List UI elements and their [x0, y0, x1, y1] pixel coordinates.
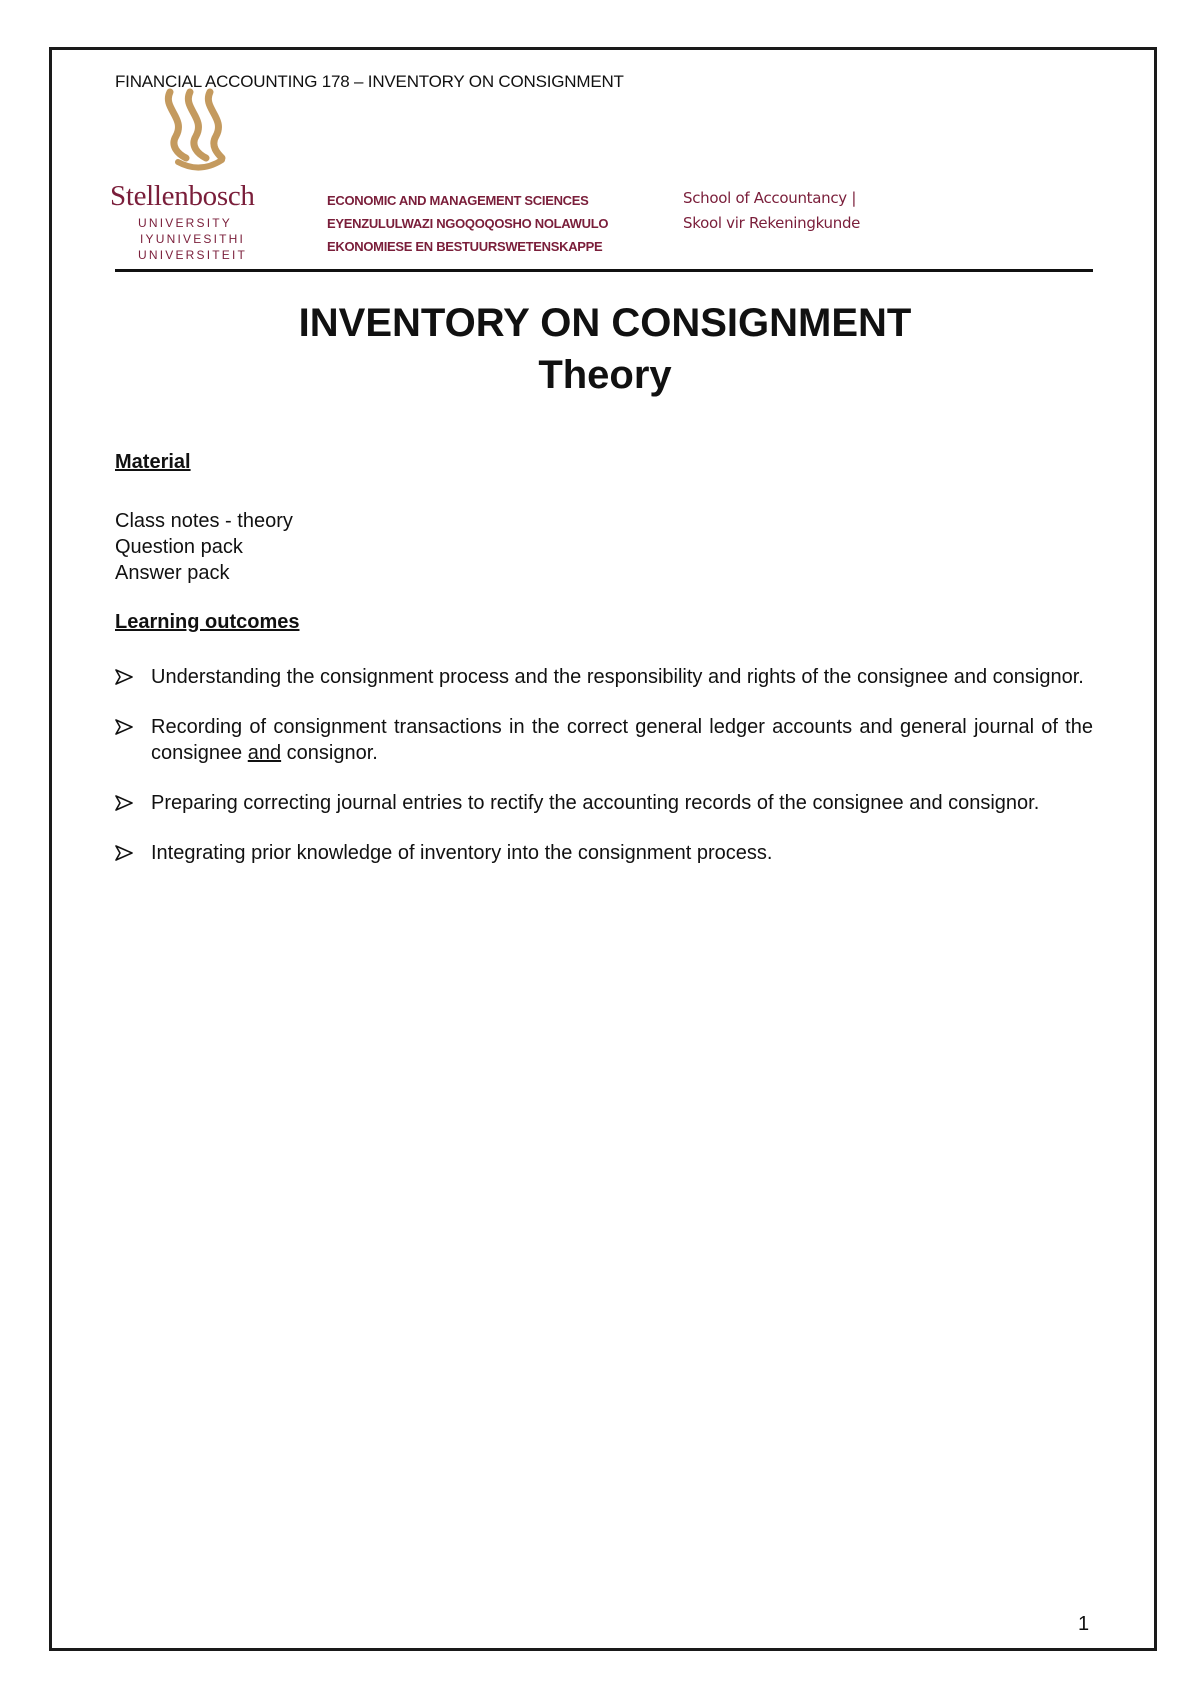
logo-subline: UNIVERSITY [138, 216, 233, 230]
material-list [115, 508, 293, 586]
running-header: FINANCIAL ACCOUNTING 178 – INVENTORY ON CONSIGNMENT [115, 72, 624, 91]
page-number: 1 [1078, 1613, 1090, 1635]
stellenbosch-crest-icon [160, 88, 230, 174]
outcome-item [115, 664, 1093, 690]
logo-wordmark: Stellenbosch [110, 180, 255, 212]
document-title: INVENTORY ON CONSIGNMENT [298, 301, 912, 345]
material-item: Question pack [115, 536, 243, 558]
logo-subline: UNIVERSITEIT [138, 248, 248, 262]
faculty-line: EKONOMIESE EN BESTUURSWETENSKAPPE [327, 239, 603, 254]
outcome-text: Understanding the consignment process and the responsibility and rights of the consignee and consignor. [151, 666, 1084, 688]
logo-subline: IYUNIVESITHI [140, 232, 246, 246]
school-name [683, 186, 860, 236]
outcome-text: Preparing correcting journal entries to rectify the accounting records of the consignee and consignor. [151, 792, 1040, 814]
outcome-text-part: consignor. [281, 742, 378, 764]
school-line: Skool vir Rekeningkunde [683, 214, 861, 232]
learning-outcomes-heading: Learning outcomes [115, 611, 300, 633]
outcome-text-part: Recording of consignment transactions in the correct general ledger accounts and general journal of the consignee [151, 716, 1093, 764]
arrowhead-bullet-icon [115, 669, 133, 685]
outcome-item [115, 714, 1093, 766]
learning-outcomes-list [115, 664, 1093, 890]
arrowhead-bullet-icon [115, 719, 133, 735]
outcome-text: Integrating prior knowledge of inventory into the consignment process. [151, 842, 773, 864]
document-subtitle: Theory [538, 353, 672, 397]
header-divider [115, 269, 1093, 272]
material-heading: Material [115, 451, 191, 473]
faculty-line: EYENZULULWAZI NGOQOQOSHO NOLAWULO [327, 216, 609, 231]
outcome-item [115, 790, 1093, 816]
outcome-text [151, 716, 1093, 764]
material-item: Class notes - theory [115, 510, 293, 532]
arrowhead-bullet-icon [115, 845, 133, 861]
university-logo [110, 88, 285, 263]
outcome-emphasis: and [247, 742, 282, 764]
faculty-line: ECONOMIC AND MANAGEMENT SCIENCES [327, 193, 589, 208]
faculty-name [327, 189, 608, 258]
arrowhead-bullet-icon [115, 795, 133, 811]
outcome-item [115, 840, 1093, 866]
school-line: School of Accountancy | [683, 189, 857, 207]
material-item: Answer pack [115, 562, 230, 584]
